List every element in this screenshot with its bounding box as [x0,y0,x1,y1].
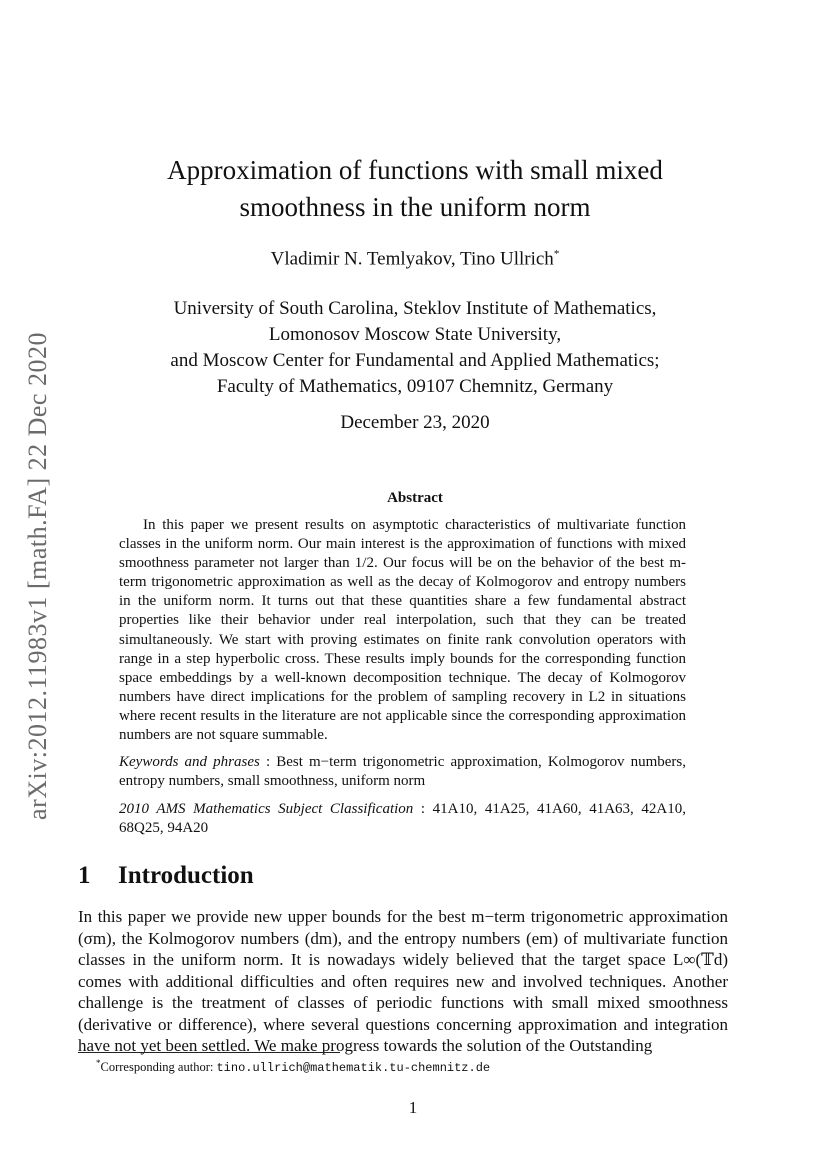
affiliation-line: University of South Carolina, Steklov Institute of Mathematics, [173,298,657,319]
msc-text: : 41A10, 41A25, 41A60, 41A63, 42A10, 68Q25, 94A20 [119,801,686,837]
author-names: Vladimir N. Temlyakov, Tino Ullrich [270,248,554,270]
abstract-heading: Abstract [387,490,443,506]
section-title: Introduction [118,862,254,889]
title-line-2: smoothness in the uniform norm [239,192,591,222]
paper-date: December 23, 2020 [340,412,490,433]
footnote-email: tino.ullrich@mathematik.tu-chemnitz.de [216,1061,491,1076]
footnote-label: Corresponding author: [100,1060,217,1075]
intro-paragraph: In this paper we provide new upper bounds for the best m−term trigonometric approximation (σm), the Kolmogorov numbers (dm), and the entropy numbers (em) of multivariate function classes in the uniform norm. It is nowadays widely believed that the target space L∞(𝕋d) comes with additional difficulties and often requires new and involved techniques. Another challenge is the treatment of classes of periodic functions with small mixed smoothness (derivative or difference), where several questions concerning approximation and integration have not yet been settled. We make progress towards the solution of the Outstanding [78,907,728,1055]
msc-label: 2010 AMS Mathematics Subject Classification [119,801,414,818]
keywords-label: Keywords and phrases [119,754,260,771]
abstract-text: In this paper we present results on asymptotic characteristics of multivariate function classes in the uniform norm. Our main interest is the approximation of functions with mixed smoothness parameter not larger than 1/2. Our focus will be on the behavior of the best m-term trigonometric approximation as well as the decay of Kolmogorov and entropy numbers in the uniform norm. It turns out that these quantities share a few fundamental abstract properties like their behavior under real interpolation, such that they can be treated simultaneously. We start with proving estimates on finite rank convolution operators with range in a step hyperbolic cross. These results imply bounds for the corresponding function space embeddings by a well-known decomposition technique. The decay of Kolmogorov numbers have direct implications for the problem of sampling recovery in L2 in situations where recent results in the literature are not applicable since the corresponding approximation numbers are not square summable. [119,517,686,744]
arxiv-stamp-text: arXiv:2012.11983v1 [math.FA] 22 Dec 2020 [23,332,52,820]
authors [120,248,710,270]
arxiv-stamp [18,318,58,834]
keywords [119,753,686,791]
section-number: 1 [78,862,91,889]
paper-title [120,152,710,226]
abstract-body [119,516,686,839]
affiliation-line: Faculty of Mathematics, 09107 Chemnitz, Germany [216,376,614,397]
footnote-rule [78,1052,340,1053]
affiliation-line: and Moscow Center for Fundamental and Applied Mathematics; [170,350,660,371]
footnote-mark: * [96,1058,101,1068]
footnote [96,1058,490,1075]
section-heading [78,862,254,890]
page-number: 1 [408,1098,418,1117]
affiliation-line: Lomonosov Moscow State University, [268,324,562,345]
title-line-1: Approximation of functions with small mixed [167,155,663,185]
msc-classification [119,800,686,838]
affiliations [120,296,710,400]
author-footnote-mark: * [553,248,560,260]
keywords-text: : Best m−term trigonometric approximation, Kolmogorov numbers, entropy numbers, small smoothness, uniform norm [119,754,686,790]
